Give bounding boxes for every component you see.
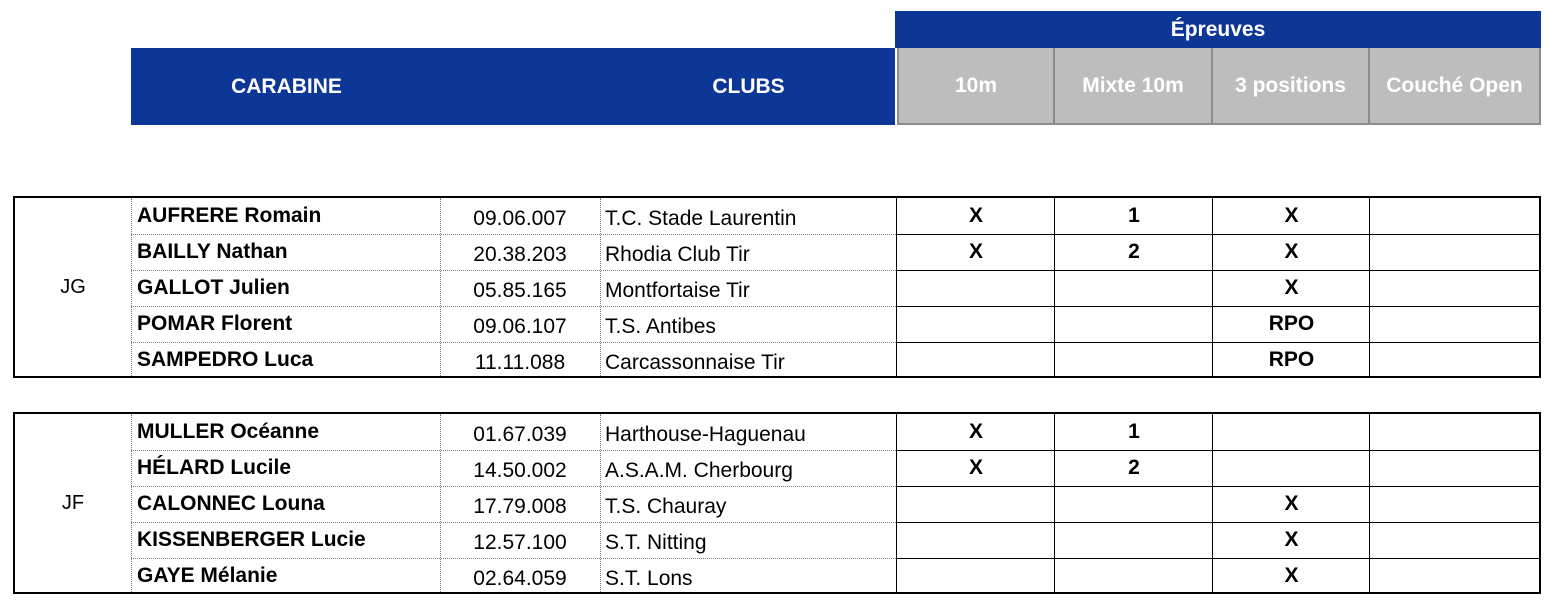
licence-number: 11.11.088 xyxy=(474,351,566,374)
club-name: T.S. Chauray xyxy=(605,495,727,518)
event-mark xyxy=(1370,522,1541,558)
athlete-name: CALONNEC Louna xyxy=(137,492,325,515)
group-box xyxy=(13,196,1541,378)
event-header-couche-open: Couché Open xyxy=(1370,48,1541,125)
event-mark xyxy=(897,306,1055,342)
event-header-mixte-10m: Mixte 10m xyxy=(1055,48,1213,125)
event-mark xyxy=(897,342,1055,378)
event-mark: X xyxy=(1284,492,1299,515)
athlete-name: HÉLARD Lucile xyxy=(137,456,292,479)
licence-number: 09.06.007 xyxy=(473,207,567,230)
club-name: T.S. Antibes xyxy=(605,315,716,338)
club-name: Carcassonnaise Tir xyxy=(605,351,785,374)
event-mark: 1 xyxy=(1128,420,1140,443)
event-mark xyxy=(1370,198,1541,234)
event-mark xyxy=(897,558,1055,594)
athlete-name: GAYE Mélanie xyxy=(137,564,278,587)
event-mark: X xyxy=(968,456,983,479)
event-mark xyxy=(1370,270,1541,306)
club-name: S.T. Lons xyxy=(605,567,693,590)
licence-number: 17.79.008 xyxy=(473,495,567,518)
clubs-header: CLUBS xyxy=(442,48,895,125)
event-mark: X xyxy=(968,420,983,443)
event-mark: X xyxy=(1284,240,1299,263)
licence-number: 01.67.039 xyxy=(473,423,567,446)
event-mark: RPO xyxy=(1268,348,1315,371)
epreuves-header: Épreuves xyxy=(895,11,1541,48)
event-mark xyxy=(897,486,1055,522)
event-mark xyxy=(1055,342,1213,378)
discipline-header: CARABINE xyxy=(131,48,442,125)
club-name: Rhodia Club Tir xyxy=(605,243,750,266)
event-mark: 1 xyxy=(1128,204,1140,227)
event-mark xyxy=(1370,306,1541,342)
event-mark: X xyxy=(1284,564,1299,587)
licence-number: 02.64.059 xyxy=(473,567,567,590)
event-mark xyxy=(1370,558,1541,594)
athlete-name: POMAR Florent xyxy=(137,312,293,335)
club-name: S.T. Nitting xyxy=(605,531,707,554)
event-header-10m: 10m xyxy=(897,48,1055,125)
athlete-name: BAILLY Nathan xyxy=(137,240,288,263)
licence-number: 05.85.165 xyxy=(473,279,567,302)
athlete-name: SAMPEDRO Luca xyxy=(137,348,314,371)
event-mark xyxy=(1370,342,1541,378)
licence-number: 20.38.203 xyxy=(473,243,567,266)
event-mark xyxy=(1213,450,1370,486)
athlete-name: KISSENBERGER Lucie xyxy=(137,528,366,551)
event-mark: X xyxy=(1284,204,1299,227)
category-label: JG xyxy=(60,275,86,298)
athlete-name: GALLOT Julien xyxy=(137,276,290,299)
event-header-3-positions: 3 positions xyxy=(1213,48,1370,125)
licence-number: 12.57.100 xyxy=(473,531,567,554)
club-name: Harthouse-Haguenau xyxy=(605,423,806,446)
athlete-name: AUFRERE Romain xyxy=(137,204,322,227)
club-name: A.S.A.M. Cherbourg xyxy=(605,459,793,482)
event-mark xyxy=(1055,306,1213,342)
event-mark xyxy=(1370,486,1541,522)
event-mark: X xyxy=(1284,276,1299,299)
event-mark: X xyxy=(968,204,983,227)
event-mark xyxy=(897,270,1055,306)
event-mark xyxy=(1370,234,1541,270)
licence-number: 14.50.002 xyxy=(473,459,567,482)
group-box xyxy=(13,412,1541,594)
event-mark xyxy=(1370,450,1541,486)
event-mark: 2 xyxy=(1128,456,1140,479)
event-mark: X xyxy=(968,240,983,263)
event-mark: 2 xyxy=(1128,240,1140,263)
event-mark xyxy=(1055,486,1213,522)
licence-number: 09.06.107 xyxy=(473,315,567,338)
category-label: JF xyxy=(61,491,85,514)
athlete-name: MULLER Océanne xyxy=(137,420,320,443)
event-mark xyxy=(1055,270,1213,306)
event-mark: X xyxy=(1284,528,1299,551)
event-mark: RPO xyxy=(1268,312,1315,335)
club-name: T.C. Stade Laurentin xyxy=(605,207,797,230)
club-name: Montfortaise Tir xyxy=(605,279,750,302)
event-mark xyxy=(1213,414,1370,450)
event-mark xyxy=(897,522,1055,558)
event-mark xyxy=(1370,414,1541,450)
event-mark xyxy=(1055,522,1213,558)
event-mark xyxy=(1055,558,1213,594)
